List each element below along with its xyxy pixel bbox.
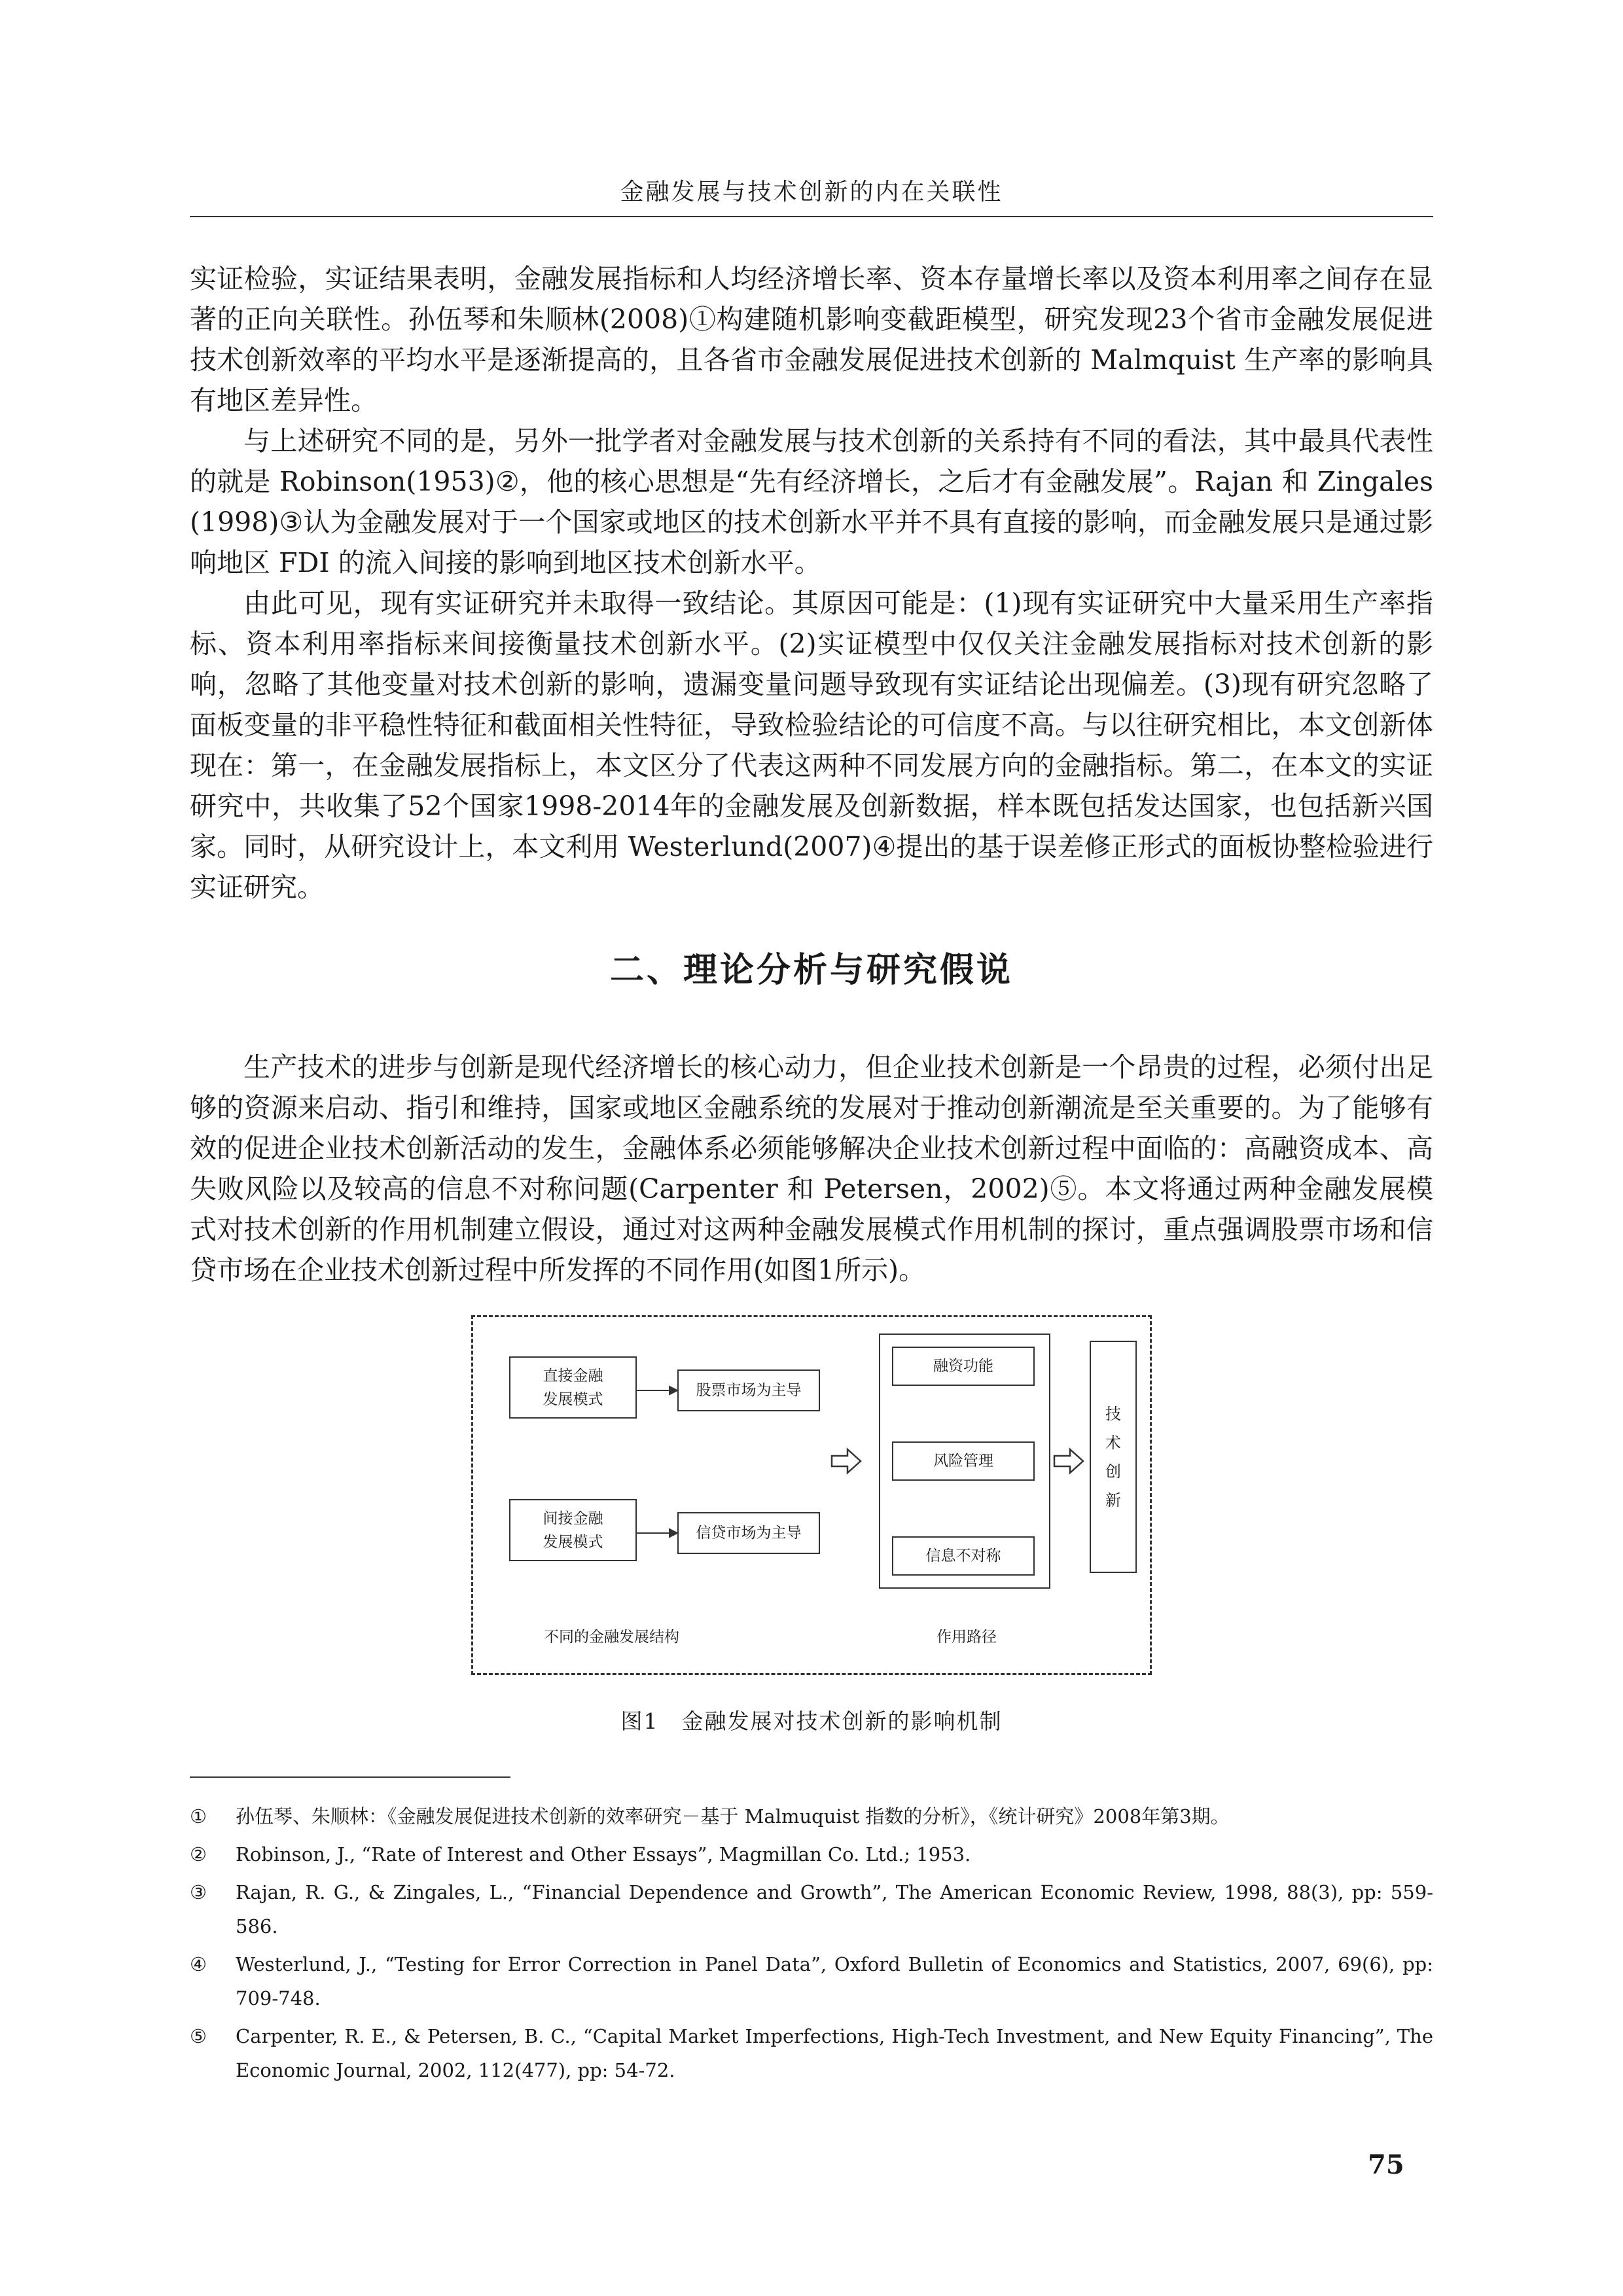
- footnote-text: 孙伍琴、朱顺林：《金融发展促进技术创新的效率研究－基于 Malmuquist 指数的分析》，《统计研究》2008年第3期。: [236, 1805, 1230, 1828]
- footnote-number: ⑤: [190, 2025, 207, 2047]
- footnote-5: [190, 2019, 1433, 2087]
- credit-market-box: 信贷市场为主导: [677, 1512, 820, 1554]
- double-arrow-right: [1054, 1449, 1083, 1473]
- footnotes: [190, 1799, 1433, 2091]
- info-box: 信息不对称: [892, 1536, 1035, 1576]
- figure-label-right: 作用路径: [936, 1629, 997, 1646]
- innovation-box: 技 术 创 新: [1090, 1341, 1137, 1573]
- page-number: 75: [1368, 2149, 1404, 2180]
- running-header: 金融发展与技术创新的内在关联性: [620, 179, 1003, 205]
- risk-box: 风险管理: [892, 1441, 1035, 1481]
- figure-arrows: [473, 1317, 1154, 1677]
- financing-box: 融资功能: [892, 1347, 1035, 1386]
- footnote-rule: [190, 1776, 510, 1778]
- footnote-text: Robinson, J., “Rate of Interest and Other Essays”, Magmillan Co. Ltd.; 1953.: [236, 1843, 971, 1865]
- header-rule: [190, 216, 1433, 217]
- paragraph-1: 实证检验，实证结果表明，金融发展指标和人均经济增长率、资本存量增长率以及资本利用率之间存在显著的正向关联性。孙伍琴和朱顺林(2008)①构建随机影响变截距模型，研究发现23个省市金融发展促进技术创新效率的平均水平是逐渐提高的，且各省市金融发展促进技术创新的 Malmquist 生产率的影响具有地区差异性。: [190, 263, 1433, 416]
- footnote-text: Carpenter, R. E., & Petersen, B. C., “Capital Market Imperfections, High-Tech Investment, and New Equity Financing”, The Economic Journal, 2002, 112(477), pp: 54-72.: [236, 2025, 1433, 2081]
- indirect-mode-box: 间接金融 发展模式: [509, 1499, 637, 1561]
- footnote-text: Westerlund, J., “Testing for Error Correction in Panel Data”, Oxford Bulletin of Economics and Statistics, 2007, 69(6), pp: 709-748.: [236, 1953, 1433, 2009]
- stock-market-box: 股票市场为主导: [677, 1369, 820, 1411]
- footnote-1: [190, 1799, 1433, 1833]
- footnote-3: [190, 1875, 1433, 1943]
- body-text-top: [190, 258, 1433, 908]
- footnote-2: [190, 1837, 1433, 1871]
- double-arrow-left: [832, 1449, 861, 1473]
- paragraph-4: 生产技术的进步与创新是现代经济增长的核心动力，但企业技术创新是一个昂贵的过程，必须付出足够的资源来启动、指引和维持，国家或地区金融系统的发展对于推动创新潮流是至关重要的。为了能够有效的促进企业技术创新活动的发生，金融体系必须能够解决企业技术创新过程中面临的：高融资成本、高失败风险以及较高的信息不对称问题(Carpenter 和 Petersen，2002)⑤。本文将通过两种金融发展模式对技术创新的作用机制建立假设，通过对这两种金融发展模式作用机制的探讨，重点强调股票市场和信贷市场在企业技术创新过程中所发挥的不同作用(如图1所示)。: [190, 1051, 1433, 1286]
- section-heading: 二、理论分析与研究假说: [609, 950, 1013, 990]
- footnote-4: [190, 1947, 1433, 2015]
- footnote-number: ②: [190, 1843, 207, 1865]
- body-text-section: [190, 1047, 1433, 1290]
- footnote-number: ③: [190, 1881, 207, 1903]
- direct-mode-box: 直接金融 发展模式: [509, 1356, 637, 1419]
- figure-caption: 图1 金融发展对技术创新的影响机制: [620, 1708, 1003, 1734]
- footnote-number: ④: [190, 1953, 207, 1975]
- footnote-number: ①: [190, 1805, 207, 1828]
- paragraph-3: 由此可见，现有实证研究并未取得一致结论。其原因可能是：(1)现有实证研究中大量采用生产率指标、资本利用率指标来间接衡量技术创新水平。(2)实证模型中仅仅关注金融发展指标对技术创新的影响，忽略了其他变量对技术创新的影响，遗漏变量问题导致现有实证结论出现偏差。(3)现有研究忽略了面板变量的非平稳性特征和截面相关性特征，导致检验结论的可信度不高。与以往研究相比，本文创新体现在：第一，在金融发展指标上，本文区分了代表这两种不同发展方向的金融指标。第二，在本文的实证研究中，共收集了52个国家1998-2014年的金融发展及创新数据，样本既包括发达国家，也包括新兴国家。同时，从研究设计上，本文利用 Westerlund(2007)④提出的基于误差修正形式的面板协整检验进行实证研究。: [190, 588, 1433, 903]
- figure-label-left: 不同的金融发展结构: [544, 1629, 679, 1646]
- figure-1: [471, 1315, 1152, 1675]
- paragraph-2: 与上述研究不同的是，另外一批学者对金融发展与技术创新的关系持有不同的看法，其中最具代表性的就是 Robinson(1953)②，他的核心思想是“先有经济增长，之后才有金融发展”。Rajan 和 Zingales (1998)③认为金融发展对于一个国家或地区的技术创新水平并不具有直接的影响，而金融发展只是通过影响地区 FDI 的流入间接的影响到地区技术创新水平。: [190, 425, 1433, 578]
- footnote-text: Rajan, R. G., & Zingales, L., “Financial Dependence and Growth”, The American Economic Review, 1998, 88(3), pp: 559-586.: [236, 1881, 1433, 1937]
